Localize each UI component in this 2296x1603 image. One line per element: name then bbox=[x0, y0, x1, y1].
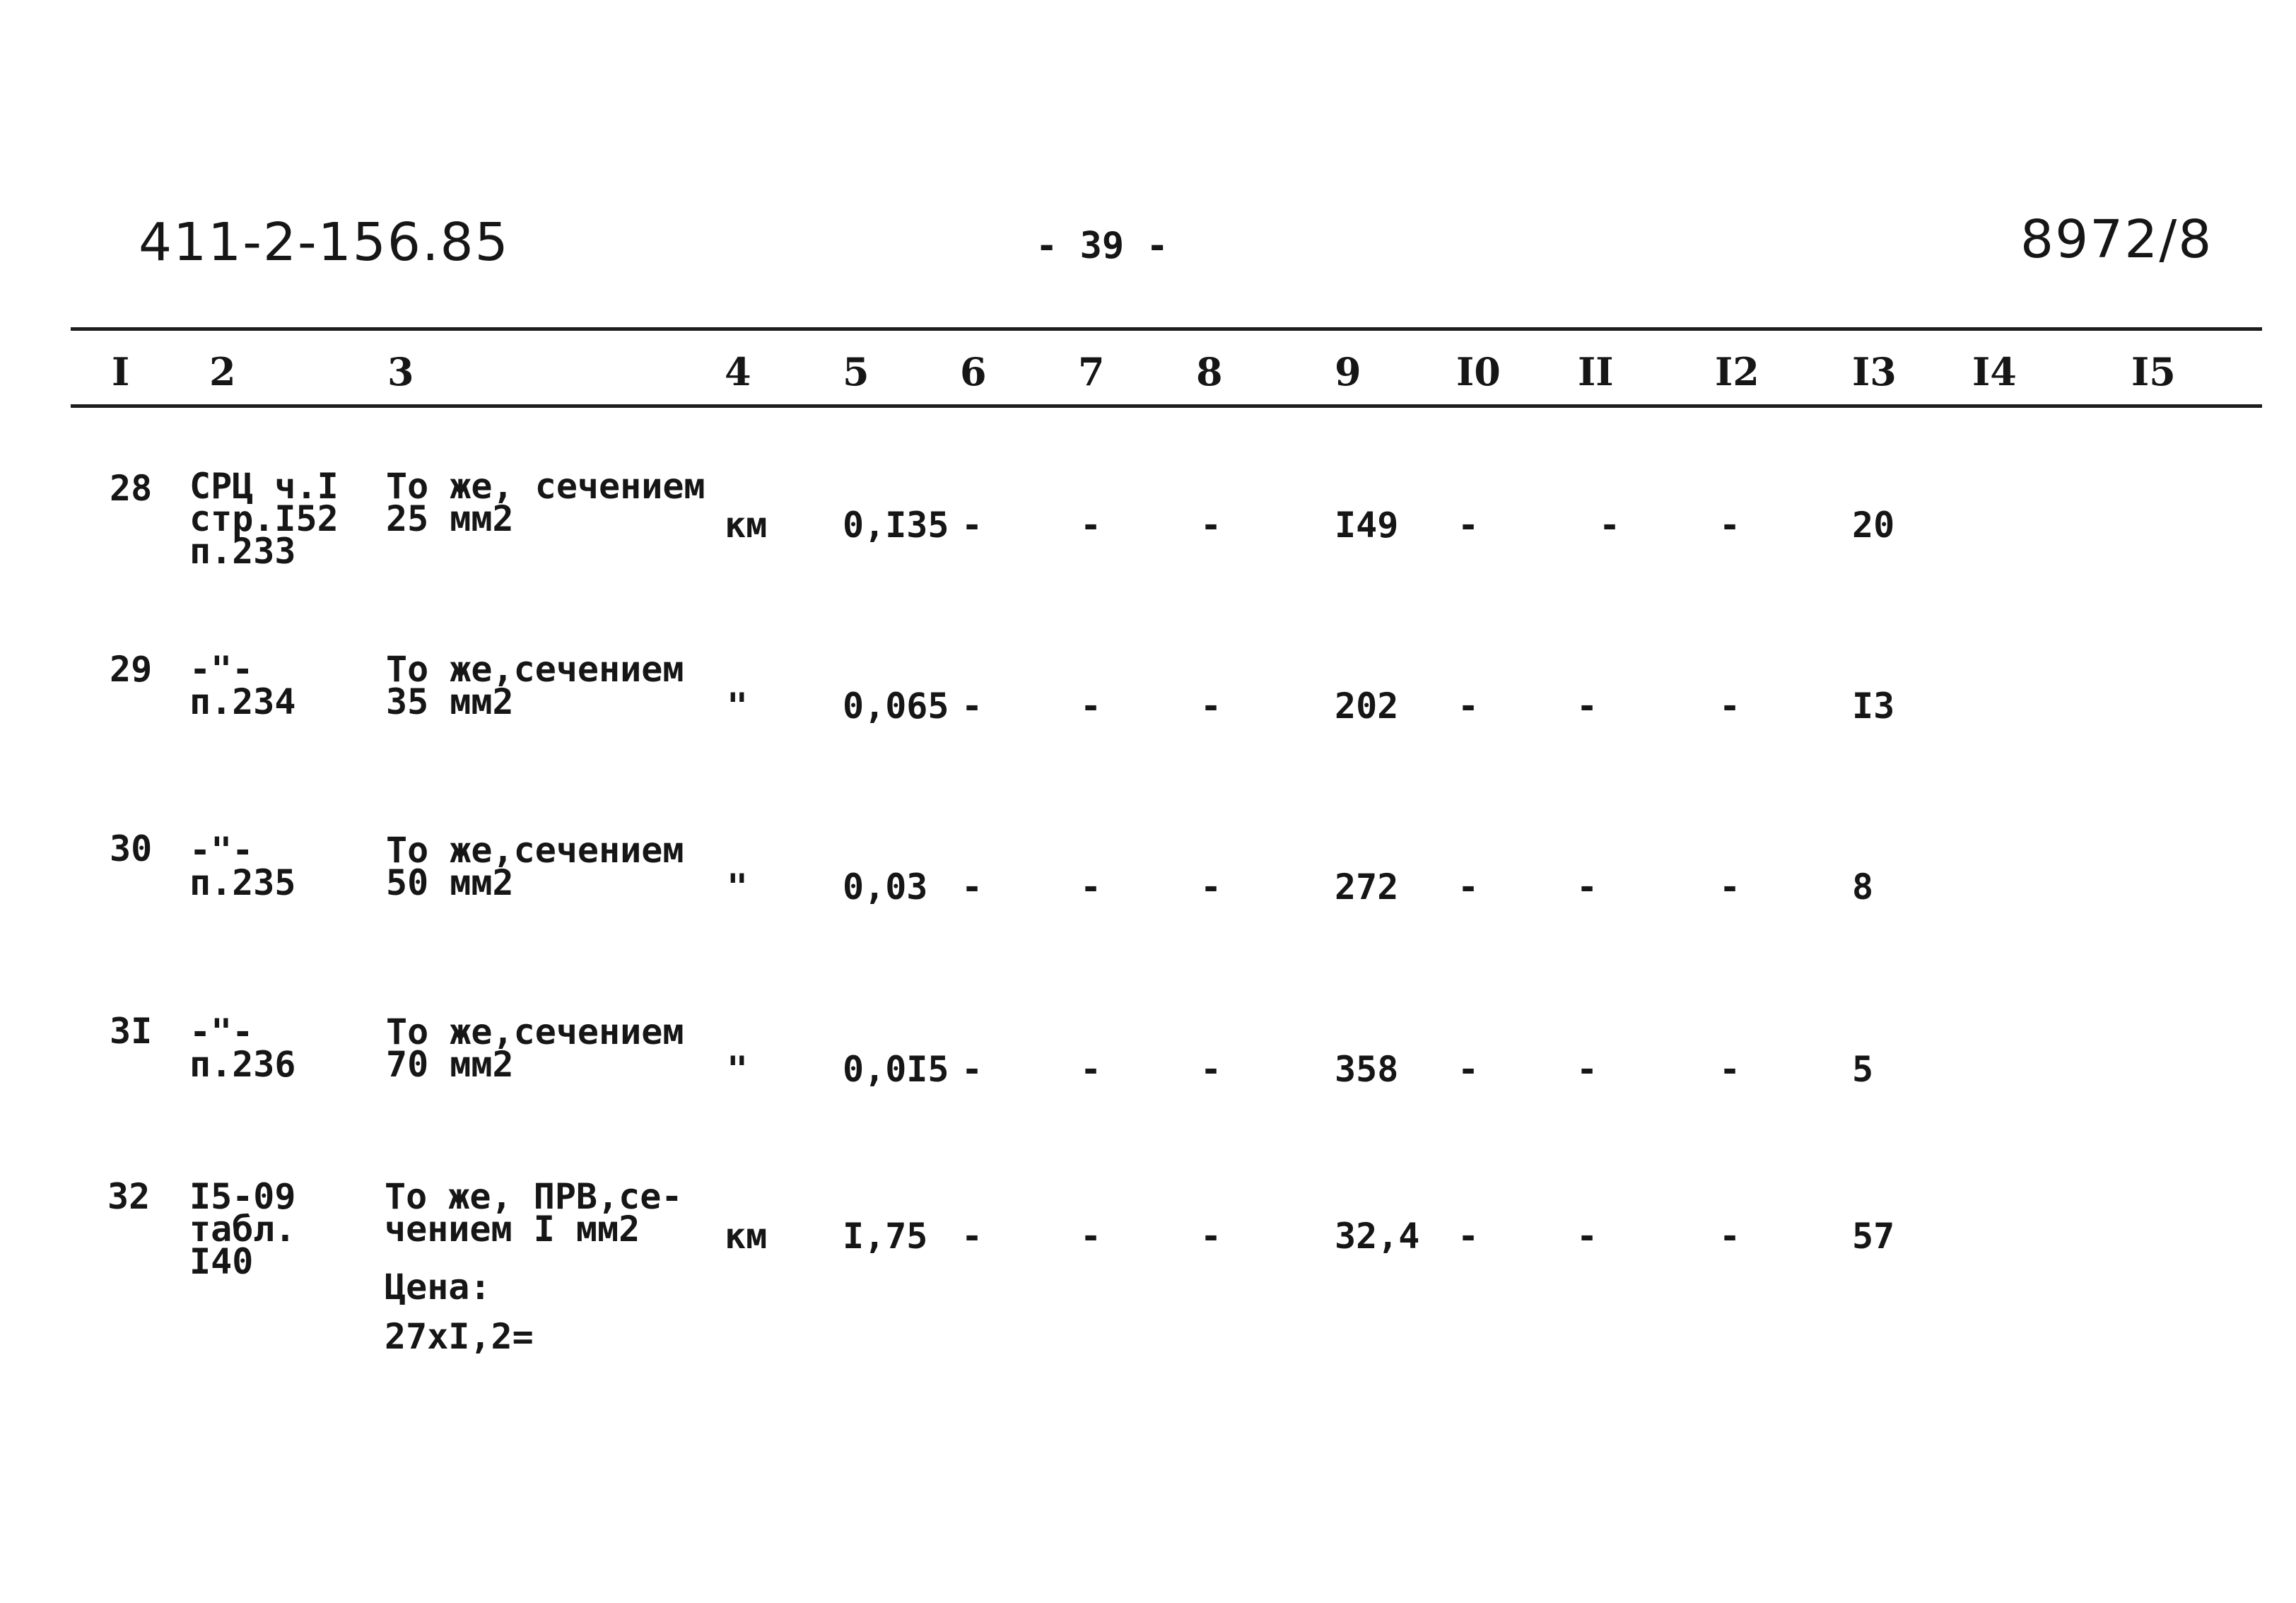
row-unit: км bbox=[725, 1216, 768, 1257]
row-col12: - bbox=[1719, 1216, 1741, 1257]
row-col8: - bbox=[1200, 867, 1222, 908]
row-col11: - bbox=[1576, 1216, 1598, 1257]
row-col13: 20 bbox=[1852, 505, 1895, 546]
column-header: 8 bbox=[1196, 349, 1223, 394]
row-col11: - bbox=[1599, 505, 1621, 546]
page-number: - 39 - bbox=[1036, 225, 1168, 267]
row-reference: -"- п.236 bbox=[189, 1011, 296, 1085]
row-description: То же,сечением 50 мм2 bbox=[386, 830, 684, 903]
row-reference: I5-09 табл. I40 bbox=[189, 1176, 296, 1282]
row-col11: - bbox=[1576, 1049, 1598, 1090]
column-header: I4 bbox=[1972, 349, 2017, 394]
row-col9: 32,4 bbox=[1335, 1216, 1420, 1257]
row-number: 3I bbox=[110, 1011, 153, 1052]
row-col6: - bbox=[961, 1216, 983, 1257]
column-header: I2 bbox=[1715, 349, 1759, 394]
column-header: 2 bbox=[209, 349, 236, 394]
header-top-rule bbox=[71, 327, 2262, 331]
column-header: 9 bbox=[1335, 349, 1361, 394]
column-header: 3 bbox=[387, 349, 414, 394]
column-header: I bbox=[112, 349, 130, 394]
row-col10: - bbox=[1458, 686, 1480, 727]
row-col12: - bbox=[1719, 867, 1741, 908]
row-col7: - bbox=[1080, 505, 1102, 546]
row-number: 32 bbox=[107, 1176, 151, 1217]
column-header: 5 bbox=[843, 349, 869, 394]
row-col6: - bbox=[961, 505, 983, 546]
document-code: 411-2-156.85 bbox=[139, 212, 510, 273]
row-unit: " bbox=[727, 1049, 749, 1090]
column-header: I0 bbox=[1456, 349, 1501, 394]
row-col5: 0,0I5 bbox=[843, 1049, 949, 1090]
row-col12: - bbox=[1719, 505, 1741, 546]
row-col8: - bbox=[1200, 505, 1222, 546]
column-header: 7 bbox=[1078, 349, 1105, 394]
row-col7: - bbox=[1080, 686, 1102, 727]
column-header: II bbox=[1578, 349, 1614, 394]
row-reference: СРЦ ч.I стр.I52 п.233 bbox=[189, 466, 339, 572]
row-col9: 202 bbox=[1335, 686, 1399, 727]
column-header: I3 bbox=[1852, 349, 1897, 394]
row-col6: - bbox=[961, 686, 983, 727]
row-col6: - bbox=[961, 1049, 983, 1090]
row-reference: -"- п.234 bbox=[189, 649, 296, 722]
row-col10: - bbox=[1458, 867, 1480, 908]
row-col7: - bbox=[1080, 867, 1102, 908]
sheet-code: 8972/8 bbox=[2020, 209, 2213, 270]
row-col7: - bbox=[1080, 1216, 1102, 1257]
row-col10: - bbox=[1458, 1216, 1480, 1257]
row-description: То же,сечением 35 мм2 bbox=[386, 649, 684, 722]
column-header: 4 bbox=[725, 349, 751, 394]
row-col6: - bbox=[961, 867, 983, 908]
row-unit: км bbox=[725, 505, 768, 546]
price-note: Цена: 27xI,2= bbox=[385, 1267, 534, 1357]
row-col5: 0,I35 bbox=[843, 505, 949, 546]
row-col12: - bbox=[1719, 1049, 1741, 1090]
row-col5: I,75 bbox=[843, 1216, 928, 1257]
column-header: I5 bbox=[2131, 349, 2176, 394]
row-number: 29 bbox=[110, 649, 153, 690]
row-number: 30 bbox=[110, 828, 153, 869]
row-col13: 8 bbox=[1852, 867, 1874, 908]
header-bottom-rule bbox=[71, 404, 2262, 408]
row-col13: I3 bbox=[1852, 686, 1895, 727]
row-col13: 5 bbox=[1852, 1049, 1874, 1090]
row-col8: - bbox=[1200, 1216, 1222, 1257]
row-col9: I49 bbox=[1335, 505, 1399, 546]
row-col10: - bbox=[1458, 1049, 1480, 1090]
row-description: То же,сечением 70 мм2 bbox=[386, 1011, 684, 1085]
row-description: То же, ПРВ,се- чением I мм2 bbox=[385, 1176, 683, 1250]
row-unit: " bbox=[727, 686, 749, 727]
row-unit: " bbox=[727, 867, 749, 908]
column-header: 6 bbox=[960, 349, 987, 394]
row-col7: - bbox=[1080, 1049, 1102, 1090]
row-col12: - bbox=[1719, 686, 1741, 727]
row-col13: 57 bbox=[1852, 1216, 1895, 1257]
row-description: То же, сечением 25 мм2 bbox=[386, 466, 705, 539]
row-col8: - bbox=[1200, 686, 1222, 727]
row-col8: - bbox=[1200, 1049, 1222, 1090]
row-col9: 272 bbox=[1335, 867, 1399, 908]
row-col11: - bbox=[1576, 867, 1598, 908]
row-col5: 0,065 bbox=[843, 686, 949, 727]
row-col9: 358 bbox=[1335, 1049, 1399, 1090]
row-reference: -"- п.235 bbox=[189, 830, 296, 903]
row-number: 28 bbox=[110, 468, 153, 509]
row-col10: - bbox=[1458, 505, 1480, 546]
row-col5: 0,03 bbox=[843, 867, 928, 908]
row-col11: - bbox=[1576, 686, 1598, 727]
